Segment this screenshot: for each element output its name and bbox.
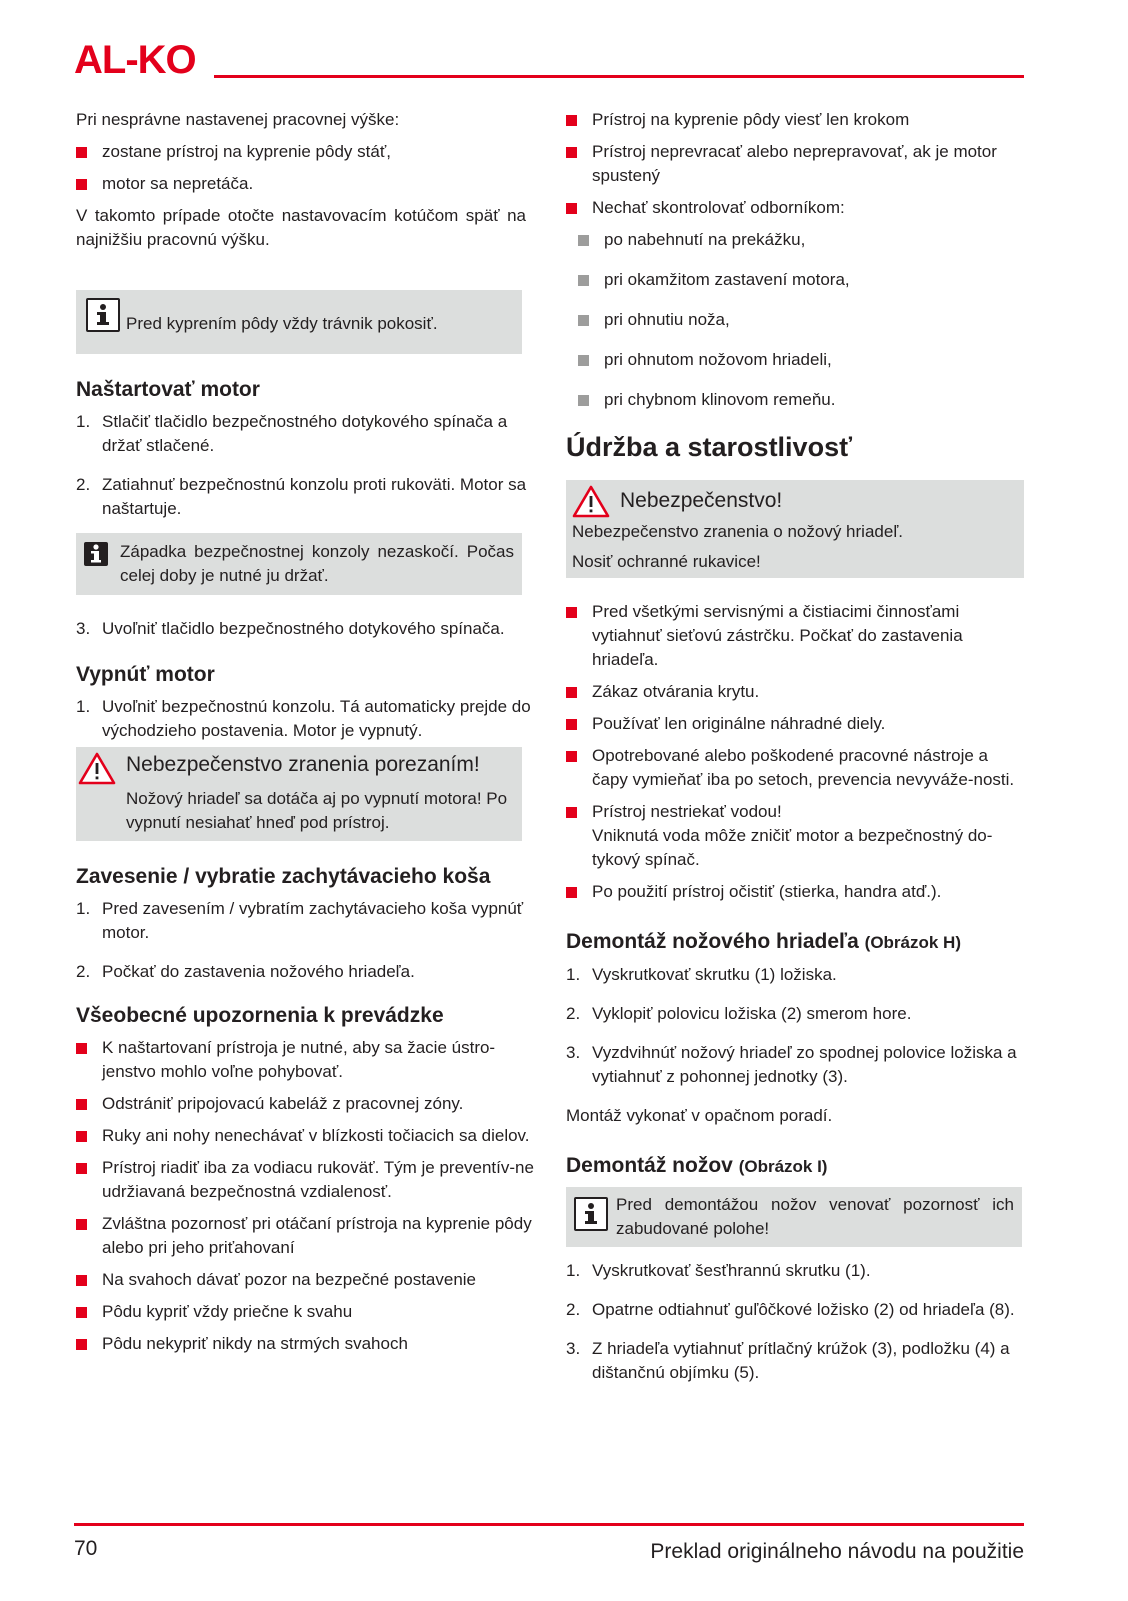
- danger-text: Nosiť ochranné rukavice!: [572, 552, 761, 571]
- figure-ref: (Obrázok I): [738, 1157, 828, 1176]
- list-item: Prístroj na kyprenie pôdy viesť len krokom: [566, 108, 1022, 132]
- info-box-latch: [76, 533, 522, 595]
- top-bullets: [566, 108, 1022, 220]
- list-item: Zvláštna pozornosť pri otáčaní prístroja na kyprenie pôdy alebo pri jeho priťahovaní: [76, 1212, 534, 1260]
- danger-title: Nebezpečenstvo!: [620, 489, 783, 512]
- alko-logo: [74, 40, 214, 80]
- list-item: Po použití prístroj očistiť (stierka, handra atď.).: [566, 880, 1022, 904]
- list-item: Nechať skontrolovať odborníkom:: [566, 196, 1022, 220]
- danger-text: Nebezpečenstvo zranenia o nožový hriadeľ.: [572, 522, 903, 541]
- maintenance-bullets: [566, 600, 1022, 904]
- info-icon: [84, 542, 108, 566]
- info-text: Pred demontážou nožov venovať pozornosť ich zabudované polohe!: [616, 1195, 1014, 1238]
- step-item: 1. Uvoľniť bezpečnostnú konzolu. Tá automaticky prejde do východzieho postavenia. Motor je vypnutý.: [76, 697, 531, 740]
- list-item: po nabehnutí na prekážku,: [578, 228, 1022, 252]
- blades-steps: [566, 1259, 1022, 1385]
- danger-box: [566, 480, 1024, 578]
- footer-title: Preklad originálneho návodu na použitie: [650, 1540, 1024, 1563]
- start-steps-cont: [76, 617, 534, 641]
- intro-after-text: V takomto prípade otočte nastavovacím kotúčom späť na najnižšiu pracovnú výšku.: [76, 206, 526, 249]
- right-column: [566, 108, 1022, 1400]
- info-text: Pred kyprením pôdy vždy trávnik pokosiť.: [126, 314, 438, 333]
- shaft-steps: [566, 963, 1022, 1089]
- info-icon: [574, 1197, 608, 1231]
- intro-bullets: [76, 140, 534, 196]
- info-box-mow: [76, 290, 522, 354]
- left-column: [76, 108, 534, 1364]
- basket-steps: [76, 897, 534, 984]
- intro-text: Pri nesprávne nastavenej pracovnej výške:: [76, 110, 400, 129]
- info-box-blades: [566, 1187, 1022, 1247]
- start-heading: Naštartovať motor: [76, 378, 260, 401]
- logo-text: AL-KO: [74, 40, 196, 80]
- list-item: motor sa nepretáča.: [76, 172, 534, 196]
- info-icon: [86, 298, 120, 332]
- list-item: Zákaz otvárania krytu.: [566, 680, 1022, 704]
- list-item: Odstrániť pripojovacú kabeláž z pracovnej zóny.: [76, 1092, 534, 1116]
- shaft-heading: Demontáž nožového hriadeľa (Obrázok H): [566, 930, 961, 953]
- list-item: pri ohnutiu noža,: [578, 308, 1022, 332]
- list-item: Pred všetkými servisnými a čistiacimi činnosťami vytiahnuť sieťovú zástrčku. Počkať do zastavenia hriadeľa.: [566, 600, 1022, 672]
- figure-ref: (Obrázok H): [864, 933, 961, 952]
- step-item: 1. Vyskrutkovať skrutku (1) ložiska.: [566, 965, 837, 984]
- warning-icon: [572, 484, 610, 518]
- start-steps: [76, 410, 534, 521]
- list-item: pri okamžitom zastavení motora,: [578, 268, 1022, 292]
- general-bullets: [76, 1036, 534, 1356]
- list-item: Prístroj riadiť iba za vodiacu rukoväť. Tým je preventív-ne udržiavaná bezpečnostná vzdialenosť.: [76, 1156, 534, 1204]
- basket-heading: Zavesenie / vybratie zachytávacieho koša: [76, 865, 491, 888]
- step-item: 1. Stlačiť tlačidlo bezpečnostného dotykového spínača a držať stlačené.: [76, 412, 508, 455]
- step-item: 3. Uvoľniť tlačidlo bezpečnostného dotykového spínača.: [76, 619, 505, 638]
- shaft-after-text: Montáž vykonať v opačnom poradí.: [566, 1106, 833, 1125]
- step-item: 2. Opatrne odtiahnuť guľôčkové ložisko (2) od hriadeľa (8).: [566, 1300, 1015, 1319]
- warning-title: Nebezpečenstvo zranenia porezaním!: [126, 753, 480, 776]
- step-item: 2. Počkať do zastavenia nožového hriadeľa.: [76, 962, 415, 981]
- list-item: pri ohnutom nožovom hriadeli,: [578, 348, 1022, 372]
- maintenance-heading: Údržba a starostlivosť: [566, 432, 853, 462]
- step-item: 1. Vyskrutkovať šesťhrannú skrutku (1).: [566, 1261, 871, 1280]
- warning-text: Nožový hriadeľ sa dotáča aj po vypnutí motora! Po vypnutí nesiahať hneď pod prístroj.: [126, 789, 508, 832]
- check-items: [578, 228, 1022, 412]
- stop-heading: Vypnúť motor: [76, 663, 215, 686]
- page-number: 70: [74, 1537, 98, 1560]
- step-item: 3. Z hriadeľa vytiahnuť prítlačný krúžok (3), podložku (4) a dištančnú objímku (5).: [566, 1339, 1010, 1382]
- info-text: Západka bezpečnostnej konzoly nezaskočí. Počas celej doby je nutné ju držať.: [120, 542, 514, 585]
- list-item: K naštartovaní prístroja je nutné, aby sa žacie ústro-jenstvo mohlo voľne pohybovať.: [76, 1036, 534, 1084]
- general-heading: Všeobecné upozornenia k prevádzke: [76, 1004, 444, 1027]
- list-item: Opotrebované alebo poškodené pracovné nástroje a čapy vymieňať iba po setoch, prevencia nevyváže-nosti.: [566, 744, 1022, 792]
- water-line: Prístroj nestriekať vodou!: [592, 802, 782, 821]
- water-line: Vniknutá voda môže zničiť motor a bezpečnostný do-tykový spínač.: [592, 826, 993, 869]
- list-item: Používať len originálne náhradné diely.: [566, 712, 1022, 736]
- list-item: Prístroj neprevracať alebo neprepravovať, ak je motor spustený: [566, 140, 1022, 188]
- footer-rule: [74, 1523, 1024, 1526]
- blades-heading: Demontáž nožov (Obrázok I): [566, 1154, 828, 1177]
- list-item: Pôdu nekypriť nikdy na strmých svahoch: [76, 1332, 534, 1356]
- list-item: Pôdu kypriť vždy priečne k svahu: [76, 1300, 534, 1324]
- list-item: zostane prístroj na kyprenie pôdy stáť,: [76, 140, 534, 164]
- step-item: 1. Pred zavesením / vybratím zachytávacieho koša vypnúť motor.: [76, 899, 524, 942]
- stop-steps: [76, 695, 534, 743]
- list-item: Na svahoch dávať pozor na bezpečné postavenie: [76, 1268, 534, 1292]
- list-item: [566, 800, 1022, 872]
- step-item: 2. Vyklopiť polovicu ložiska (2) smerom hore.: [566, 1004, 912, 1023]
- step-item: 3. Vyzdvihnúť nožový hriadeľ zo spodnej polovice ložiska a vytiahnuť z pohonnej jednotky (3).: [566, 1043, 1017, 1086]
- list-item: pri chybnom klinovom remeňu.: [578, 388, 1022, 412]
- warning-box-cut: [76, 747, 522, 841]
- list-item: Ruky ani nohy nenechávať v blízkosti točiacich sa dielov.: [76, 1124, 534, 1148]
- step-item: 2. Zatiahnuť bezpečnostnú konzolu proti rukoväti. Motor sa naštartuje.: [76, 475, 527, 518]
- warning-icon: [78, 751, 116, 785]
- header-rule: [214, 75, 1024, 78]
